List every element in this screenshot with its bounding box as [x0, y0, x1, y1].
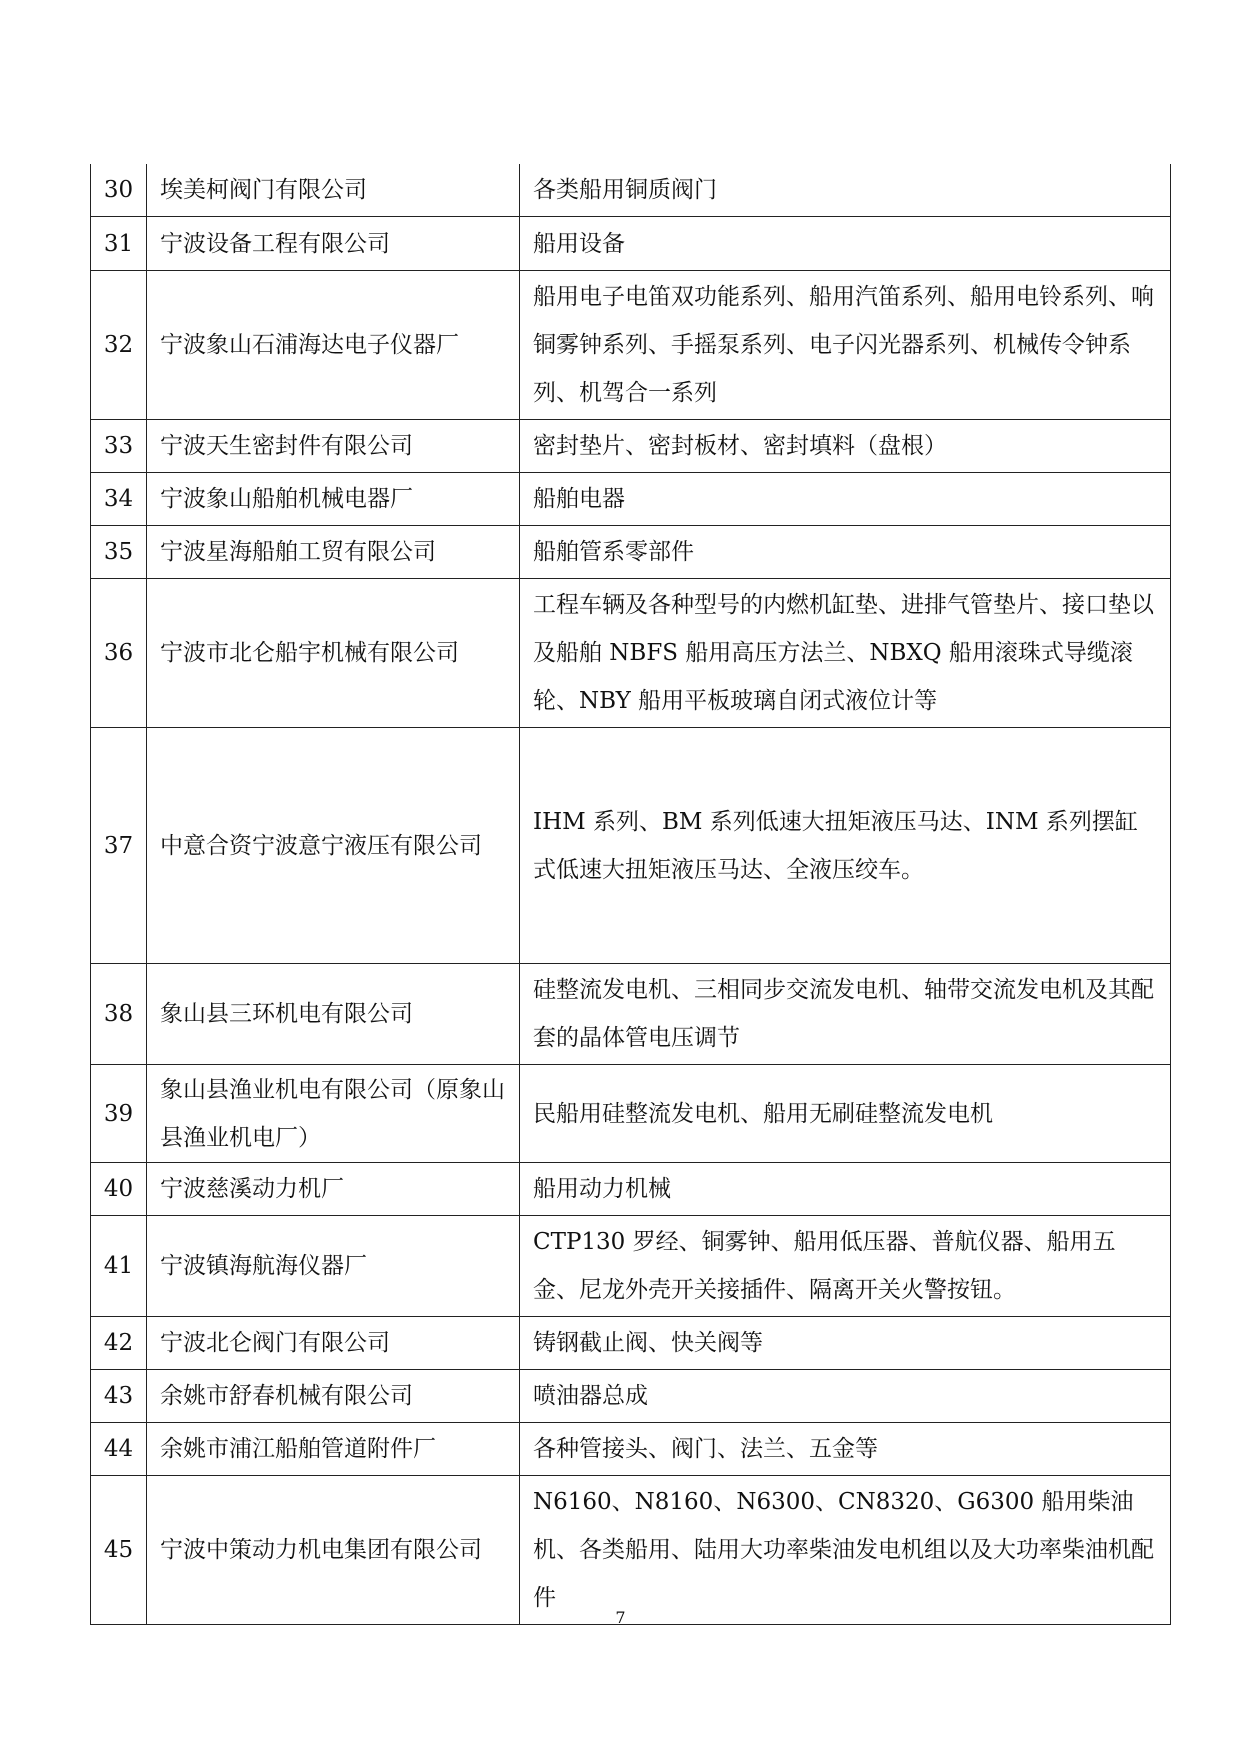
company-name: 宁波慈溪动力机厂: [147, 1163, 520, 1216]
row-number: 36: [91, 579, 147, 728]
company-name: 宁波镇海航海仪器厂: [147, 1216, 520, 1317]
row-number: 35: [91, 526, 147, 579]
row-number: 38: [91, 964, 147, 1065]
product-description: 船用电子电笛双功能系列、船用汽笛系列、船用电铃系列、响铜雾钟系列、手摇泵系列、电子闪光器系列、机械传令钟系列、机驾合一系列: [520, 271, 1171, 420]
row-number: 42: [91, 1317, 147, 1370]
table-row: [91, 728, 1171, 964]
company-name: 宁波中策动力机电集团有限公司: [147, 1476, 520, 1625]
company-name: 宁波象山船舶机械电器厂: [147, 473, 520, 526]
table-row: [91, 1317, 1171, 1370]
row-number: 41: [91, 1216, 147, 1317]
product-description: 各类船用铜质阀门: [520, 164, 1171, 217]
table-row: [91, 1065, 1171, 1163]
product-description: 船舶电器: [520, 473, 1171, 526]
table-row: [91, 1423, 1171, 1476]
row-number: 44: [91, 1423, 147, 1476]
product-description: 密封垫片、密封板材、密封填料（盘根）: [520, 420, 1171, 473]
table-row: [91, 526, 1171, 579]
table-row: [91, 1476, 1171, 1625]
row-number: 30: [91, 164, 147, 217]
product-description: 硅整流发电机、三相同步交流发电机、轴带交流发电机及其配套的晶体管电压调节: [520, 964, 1171, 1065]
product-description: 喷油器总成: [520, 1370, 1171, 1423]
table-row: [91, 473, 1171, 526]
table-row: [91, 1216, 1171, 1317]
product-description: 船用设备: [520, 217, 1171, 271]
product-description: 民船用硅整流发电机、船用无刷硅整流发电机: [520, 1065, 1171, 1163]
company-name: 宁波市北仑船宇机械有限公司: [147, 579, 520, 728]
product-description: 各种管接头、阀门、法兰、五金等: [520, 1423, 1171, 1476]
company-name: 象山县三环机电有限公司: [147, 964, 520, 1065]
row-number: 45: [91, 1476, 147, 1625]
company-name: 宁波设备工程有限公司: [147, 217, 520, 271]
row-number: 33: [91, 420, 147, 473]
company-name: 象山县渔业机电有限公司（原象山县渔业机电厂）: [147, 1065, 520, 1163]
product-description: IHM 系列、BM 系列低速大扭矩液压马达、INM 系列摆缸式低速大扭矩液压马达、全液压绞车。: [520, 728, 1171, 964]
row-number: 31: [91, 217, 147, 271]
product-description: CTP130 罗经、铜雾钟、船用低压器、普航仪器、船用五金、尼龙外壳开关接插件、隔离开关火警按钮。: [520, 1216, 1171, 1317]
company-name: 中意合资宁波意宁液压有限公司: [147, 728, 520, 964]
product-description: 船舶管系零部件: [520, 526, 1171, 579]
company-name: 余姚市舒春机械有限公司: [147, 1370, 520, 1423]
table-row: [91, 271, 1171, 420]
row-number: 40: [91, 1163, 147, 1216]
table-row: [91, 1370, 1171, 1423]
row-number: 32: [91, 271, 147, 420]
product-description: 铸钢截止阀、快关阀等: [520, 1317, 1171, 1370]
company-name: 宁波象山石浦海达电子仪器厂: [147, 271, 520, 420]
company-table: [90, 164, 1171, 1625]
page-number: 7: [615, 1608, 626, 1627]
product-description: 船用动力机械: [520, 1163, 1171, 1216]
row-number: 34: [91, 473, 147, 526]
table-row: [91, 164, 1171, 217]
product-description: N6160、N8160、N6300、CN8320、G6300 船用柴油机、各类船用、陆用大功率柴油发电机组以及大功率柴油机配件: [520, 1476, 1171, 1625]
table-row: [91, 579, 1171, 728]
company-name: 宁波天生密封件有限公司: [147, 420, 520, 473]
table-row: [91, 420, 1171, 473]
company-name: 宁波北仑阀门有限公司: [147, 1317, 520, 1370]
row-number: 37: [91, 728, 147, 964]
company-name: 余姚市浦江船舶管道附件厂: [147, 1423, 520, 1476]
row-number: 43: [91, 1370, 147, 1423]
row-number: 39: [91, 1065, 147, 1163]
table-row: [91, 1163, 1171, 1216]
table-row: [91, 964, 1171, 1065]
company-name: 埃美柯阀门有限公司: [147, 164, 520, 217]
company-name: 宁波星海船舶工贸有限公司: [147, 526, 520, 579]
product-description: 工程车辆及各种型号的内燃机缸垫、进排气管垫片、接口垫以及船舶 NBFS 船用高压方法兰、NBXQ 船用滚珠式导缆滚轮、NBY 船用平板玻璃自闭式液位计等: [520, 579, 1171, 728]
table-row: [91, 217, 1171, 271]
